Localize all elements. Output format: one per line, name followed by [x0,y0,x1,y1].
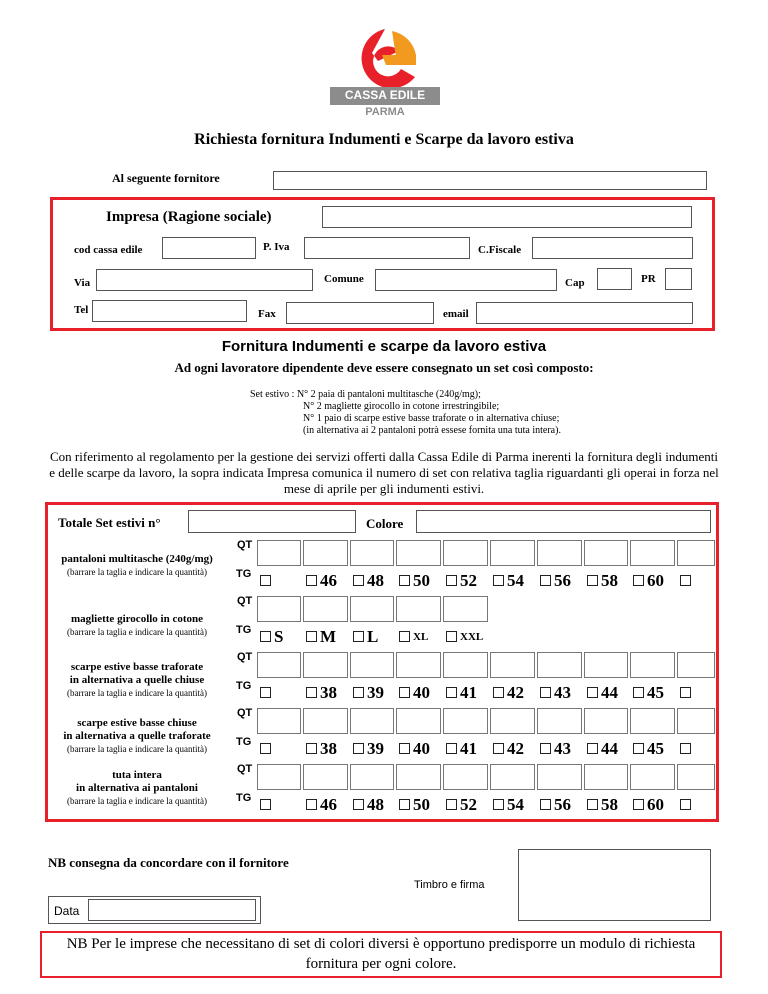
size-label: 46 [320,795,337,814]
size-checkbox[interactable] [587,575,598,586]
company-name-field[interactable] [322,206,692,228]
quantity-cell[interactable] [490,764,535,790]
set-line-3: N° 1 paio di scarpe estive basse traforate o in alternativa chiuse; [303,413,560,424]
size-checkbox[interactable] [353,799,364,810]
tax-label: C.Fiscale [478,244,522,256]
size-checkbox[interactable] [540,687,551,698]
size-checkbox[interactable] [587,687,598,698]
quantity-cell[interactable] [303,596,348,622]
code-label: cod cassa edile [74,244,143,256]
size-checkbox[interactable] [353,687,364,698]
qt-label: QT [237,763,253,775]
category-label [42,769,232,807]
section-title: Fornitura Indumenti e scarpe da lavoro estiva [221,338,547,355]
category-name: scarpe estive basse chiuse [77,717,197,729]
size-label: 52 [460,571,477,590]
size-checkbox[interactable] [680,575,691,586]
size-checkbox[interactable] [493,575,504,586]
quantity-cell[interactable] [443,652,488,678]
size-checkbox[interactable] [260,687,271,698]
category-name: magliette girocollo in cotone [70,613,204,625]
size-label: 48 [367,571,384,590]
color-field[interactable] [416,510,711,533]
category-label [42,553,232,578]
quantity-cell[interactable] [257,764,301,790]
size-label: 39 [367,683,384,702]
logo-line1: CASSA EDILE [344,88,426,102]
size-label: 45 [647,739,664,758]
quantity-cell[interactable] [677,708,715,734]
size-label: 44 [601,739,618,758]
size-label: 42 [507,739,524,758]
stamp-field[interactable] [518,849,711,921]
company-name-label: Impresa (Ragione sociale) [106,209,272,225]
size-label: S [274,627,284,646]
size-label: 41 [460,739,477,758]
category-name-2: in alternativa a quelle chiuse [69,674,205,686]
tg-label: TG [236,736,252,748]
size-checkbox[interactable] [493,687,504,698]
size-label: 54 [507,571,524,590]
quantity-cell[interactable] [303,708,348,734]
intro-paragraph: Con riferimento al regolamento per la gestione dei servizi offerti dalla Cassa Edile di Parma inerenti la fornitura degli indumenti e delle scarpe da lavoro, la sopra indicata Impresa comunica il numero di set con relativa taglia riguardanti gli operai in forza nel mese di aprile per gli indumenti estivi. [49,449,719,496]
zip-field[interactable] [597,268,632,290]
quantity-cell[interactable] [443,540,488,566]
size-checkbox[interactable] [633,687,644,698]
category-name-2: in alternativa ai pantaloni [76,782,198,794]
quantity-cell[interactable] [677,764,715,790]
quantity-cell[interactable] [537,652,582,678]
email-label: email [443,308,469,320]
size-label: 45 [647,683,664,702]
quantity-cell[interactable] [350,652,394,678]
size-checkbox[interactable] [399,687,410,698]
quantity-cell[interactable] [584,652,628,678]
vat-field[interactable] [304,237,470,259]
size-label: M [320,627,337,646]
size-checkbox[interactable] [680,687,691,698]
size-checkbox[interactable] [680,799,691,810]
size-label: XL [413,631,429,643]
size-checkbox[interactable] [260,799,271,810]
set-line-2: N° 2 magliette girocollo in cotone irrestringibile; [303,401,500,412]
quantity-cell[interactable] [630,652,675,678]
fax-field[interactable] [286,302,434,324]
subtitle: Ad ogni lavoratore dipendente deve essere consegnato un set così composto: [174,360,594,375]
size-checkbox[interactable] [633,799,644,810]
quantity-cell[interactable] [396,764,441,790]
quantity-cell[interactable] [490,652,535,678]
size-checkbox[interactable] [306,687,317,698]
quantity-cell[interactable] [490,708,535,734]
size-checkbox[interactable] [446,575,457,586]
qt-label: QT [237,539,253,551]
category-name: scarpe estive basse traforate [70,661,204,673]
size-label: 41 [460,683,477,702]
zip-label: Cap [565,277,585,289]
quantity-cell[interactable] [630,708,675,734]
email-field[interactable] [476,302,693,324]
size-checkbox[interactable] [446,799,457,810]
quantity-cell[interactable] [303,652,348,678]
quantity-cell[interactable] [350,596,394,622]
size-label: 52 [460,795,477,814]
size-checkbox[interactable] [260,575,271,586]
size-label: 42 [507,683,524,702]
size-checkbox[interactable] [399,631,410,642]
size-label: 54 [507,795,524,814]
size-checkbox[interactable] [353,743,364,754]
province-label: PR [641,273,656,285]
total-field[interactable] [188,510,356,533]
quantity-cell[interactable] [350,708,394,734]
size-label: 58 [601,795,618,814]
color-label: Colore [366,516,404,531]
size-checkbox[interactable] [493,743,504,754]
size-checkbox[interactable] [260,743,271,754]
city-label: Comune [324,273,364,285]
quantity-cell[interactable] [396,540,441,566]
tg-label: TG [236,680,252,692]
quantity-cell[interactable] [257,708,301,734]
nb-delivery: NB consegna da concordare con il fornitore [48,855,289,870]
size-checkbox[interactable] [633,743,644,754]
quantity-cell[interactable] [443,708,488,734]
size-checkbox[interactable] [633,575,644,586]
code-field[interactable] [162,237,256,259]
date-field[interactable] [88,899,256,921]
size-checkbox[interactable] [260,631,271,642]
quantity-cell[interactable] [677,652,715,678]
size-label: 56 [554,571,571,590]
size-label: 39 [367,739,384,758]
category-label [42,661,232,699]
quantity-cell[interactable] [396,596,441,622]
supplier-field[interactable] [273,171,707,190]
size-checkbox[interactable] [493,799,504,810]
quantity-cell[interactable] [257,652,301,678]
size-checkbox[interactable] [306,743,317,754]
size-label: 40 [413,739,430,758]
tg-label: TG [236,792,252,804]
category-note: (barrare la taglia e indicare la quantità) [67,796,207,806]
qt-label: QT [237,651,253,663]
size-label: 50 [413,795,430,814]
supplier-label: Al seguente fornitore [112,171,220,185]
size-label: 40 [413,683,430,702]
size-label: 48 [367,795,384,814]
city-field[interactable] [375,269,557,291]
size-checkbox[interactable] [446,743,457,754]
quantity-cell[interactable] [537,764,582,790]
street-field[interactable] [96,269,313,291]
quantity-cell[interactable] [350,764,394,790]
size-checkbox[interactable] [540,575,551,586]
phone-label: Tel [74,304,89,316]
page-title: Richiesta fornitura Indumenti e Scarpe da lavoro estiva [194,131,574,148]
category-name: tuta intera [112,769,162,781]
category-note: (barrare la taglia e indicare la quantità) [67,744,207,754]
phone-field[interactable] [92,300,247,322]
logo [330,25,440,121]
size-label: 46 [320,571,337,590]
quantity-cell[interactable] [396,652,441,678]
quantity-cell[interactable] [443,764,488,790]
size-checkbox[interactable] [399,743,410,754]
size-checkbox[interactable] [306,631,317,642]
qt-label: QT [237,707,253,719]
size-label: 56 [554,795,571,814]
cassa-edile-logo-icon [330,25,440,95]
category-label [42,717,232,755]
quantity-cell[interactable] [630,764,675,790]
size-checkbox[interactable] [540,799,551,810]
size-label: XXL [460,631,484,643]
quantity-cell[interactable] [537,540,582,566]
size-checkbox[interactable] [353,631,364,642]
province-field[interactable] [665,268,692,290]
size-label: L [367,627,379,646]
size-label: 38 [320,683,337,702]
size-label: 43 [554,739,571,758]
quantity-cell[interactable] [537,708,582,734]
size-checkbox[interactable] [587,743,598,754]
tg-label: TG [236,624,252,636]
vat-label: P. Iva [263,241,290,253]
quantity-cell[interactable] [257,540,301,566]
footer-note: NB Per le imprese che necessitano di set di colori diversi è opportuno predisporre un modulo di richiesta fornitura per ogni colore. [66,936,696,972]
quantity-cell[interactable] [677,540,715,566]
quantity-cell[interactable] [584,540,628,566]
size-checkbox[interactable] [399,799,410,810]
size-checkbox[interactable] [306,799,317,810]
date-label: Data [54,904,80,918]
size-label: 60 [647,795,664,814]
category-note: (barrare la taglia e indicare la quantità) [67,627,207,637]
category-name-2: in alternativa a quelle traforate [63,730,211,742]
category-note: (barrare la taglia e indicare la quantità) [67,688,207,698]
set-line-4: (in alternativa ai 2 pantaloni potrà essese fornita una tuta intera). [303,425,561,436]
set-description [250,389,561,437]
tax-field[interactable] [532,237,693,259]
size-checkbox[interactable] [680,743,691,754]
size-label: 44 [601,683,618,702]
size-label: 58 [601,571,618,590]
quantity-cell[interactable] [396,708,441,734]
quantity-cell[interactable] [584,764,628,790]
size-checkbox[interactable] [399,575,410,586]
quantity-cell[interactable] [584,708,628,734]
quantity-cell[interactable] [257,596,301,622]
size-label: 50 [413,571,430,590]
quantity-cell[interactable] [303,764,348,790]
category-note: (barrare la taglia e indicare la quantità) [67,567,207,577]
quantity-cell[interactable] [443,596,488,622]
tg-label: TG [236,568,252,580]
size-checkbox[interactable] [587,799,598,810]
quantity-cell[interactable] [630,540,675,566]
size-label: 43 [554,683,571,702]
logo-line2: PARMA [365,106,405,118]
size-label: 38 [320,739,337,758]
set-line-1: Set estivo : N° 2 paia di pantaloni multitasche (240g/mg); [250,389,481,400]
size-checkbox[interactable] [446,631,457,642]
size-checkbox[interactable] [306,575,317,586]
total-label: Totale Set estivi n° [58,515,161,530]
size-checkbox[interactable] [353,575,364,586]
fax-label: Fax [258,308,276,320]
category-label [42,613,232,638]
stamp-label: Timbro e firma [414,879,485,891]
qt-label: QT [237,595,253,607]
size-label: 60 [647,571,664,590]
size-checkbox[interactable] [540,743,551,754]
category-name: pantaloni multitasche (240g/mg) [61,553,213,565]
quantity-cell[interactable] [490,540,535,566]
street-label: Via [74,277,91,289]
quantity-cell[interactable] [350,540,394,566]
size-checkbox[interactable] [446,687,457,698]
quantity-cell[interactable] [303,540,348,566]
